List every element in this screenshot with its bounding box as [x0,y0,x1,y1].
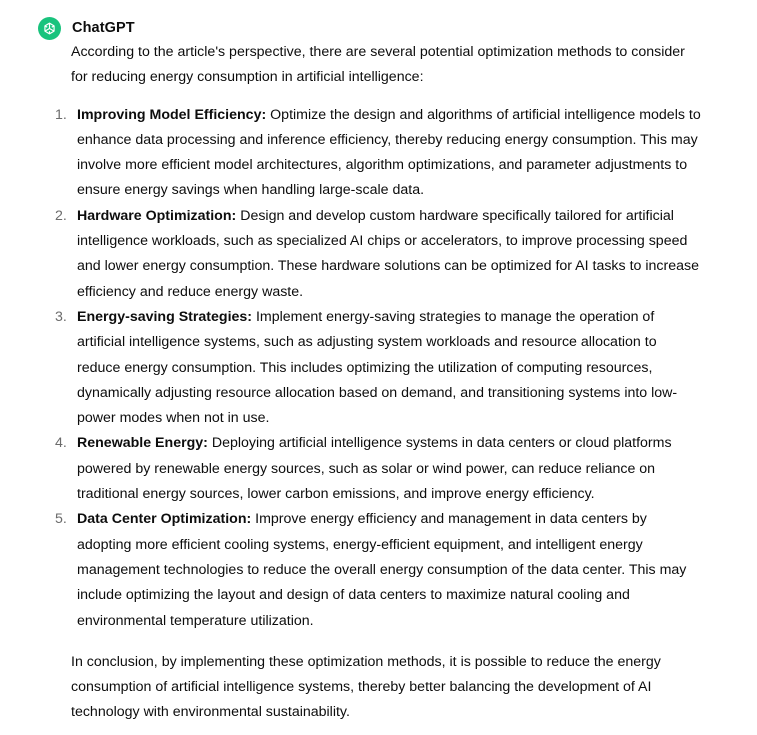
item-text: Implement energy-saving strategies to manage the operation of artificial intelligence systems, such as adjusting system workloads and resource allocation to reduce energy consumption. This includes optimizing the utilization of computing resources, dynamically adjusting resource allocation based on demand, and transitioning systems into low-power modes when not in use. [77,308,678,427]
item-title: Hardware Optimization: [77,207,237,224]
list-item [55,507,701,633]
message-header [38,16,738,40]
item-title: Renewable Energy: [77,435,208,452]
item-title: Data Center Optimization: [77,511,252,528]
list-number: 4. [55,435,67,452]
list-item [55,431,701,507]
intro-paragraph: According to the article's perspective, there are several potential optimization methods to consider for reducing energy consumption in artificial intelligence: [71,44,685,86]
list-item [55,103,701,204]
message-content [55,40,701,726]
assistant-message [38,16,738,726]
list-number: 5. [55,511,67,528]
item-title: Improving Model Efficiency: [77,106,267,123]
openai-logo-icon [42,21,57,36]
item-text: Improve energy efficiency and management in data centers by adopting more efficient cooling systems, energy-efficient equipment, and intelligent energy management technologies to reduce the overall energy consumption of the data center. This may include optimizing the layout and design of data centers to maximize natural cooling and environmental temperature utilization. [77,511,687,629]
author-name: ChatGPT [72,20,135,36]
list-item [55,204,701,305]
list-number: 3. [55,308,67,325]
numbered-list [55,103,701,634]
list-number: 1. [55,106,67,123]
item-title: Energy-saving Strategies: [77,308,253,325]
list-item [55,305,701,431]
conclusion-paragraph: In conclusion, by implementing these optimization methods, it is possible to reduce the energy consumption of artificial intelligence systems, thereby better balancing the development of AI technology with environmental sustainability. [71,653,661,721]
item-text: Design and develop custom hardware specifically tailored for artificial intelligence workloads, such as specialized AI chips or accelerators, to improve processing speed and lower energy consumption. These hardware solutions can be optimized for AI tasks to increase efficiency and reduce energy waste. [77,207,699,300]
item-text: Optimize the design and algorithms of artificial intelligence models to enhance data processing and inference efficiency, thereby reducing energy consumption. This may involve more efficient model architectures, algorithm optimizations, and parameter adjustments to ensure energy savings when handling large-scale data. [77,106,701,199]
item-text: Deploying artificial intelligence systems in data centers or cloud platforms powered by renewable energy sources, such as solar or wind power, can reduce reliance on traditional energy sources, lower carbon emissions, and improve energy efficiency. [77,435,672,503]
assistant-avatar [38,17,61,40]
list-number: 2. [55,207,67,224]
